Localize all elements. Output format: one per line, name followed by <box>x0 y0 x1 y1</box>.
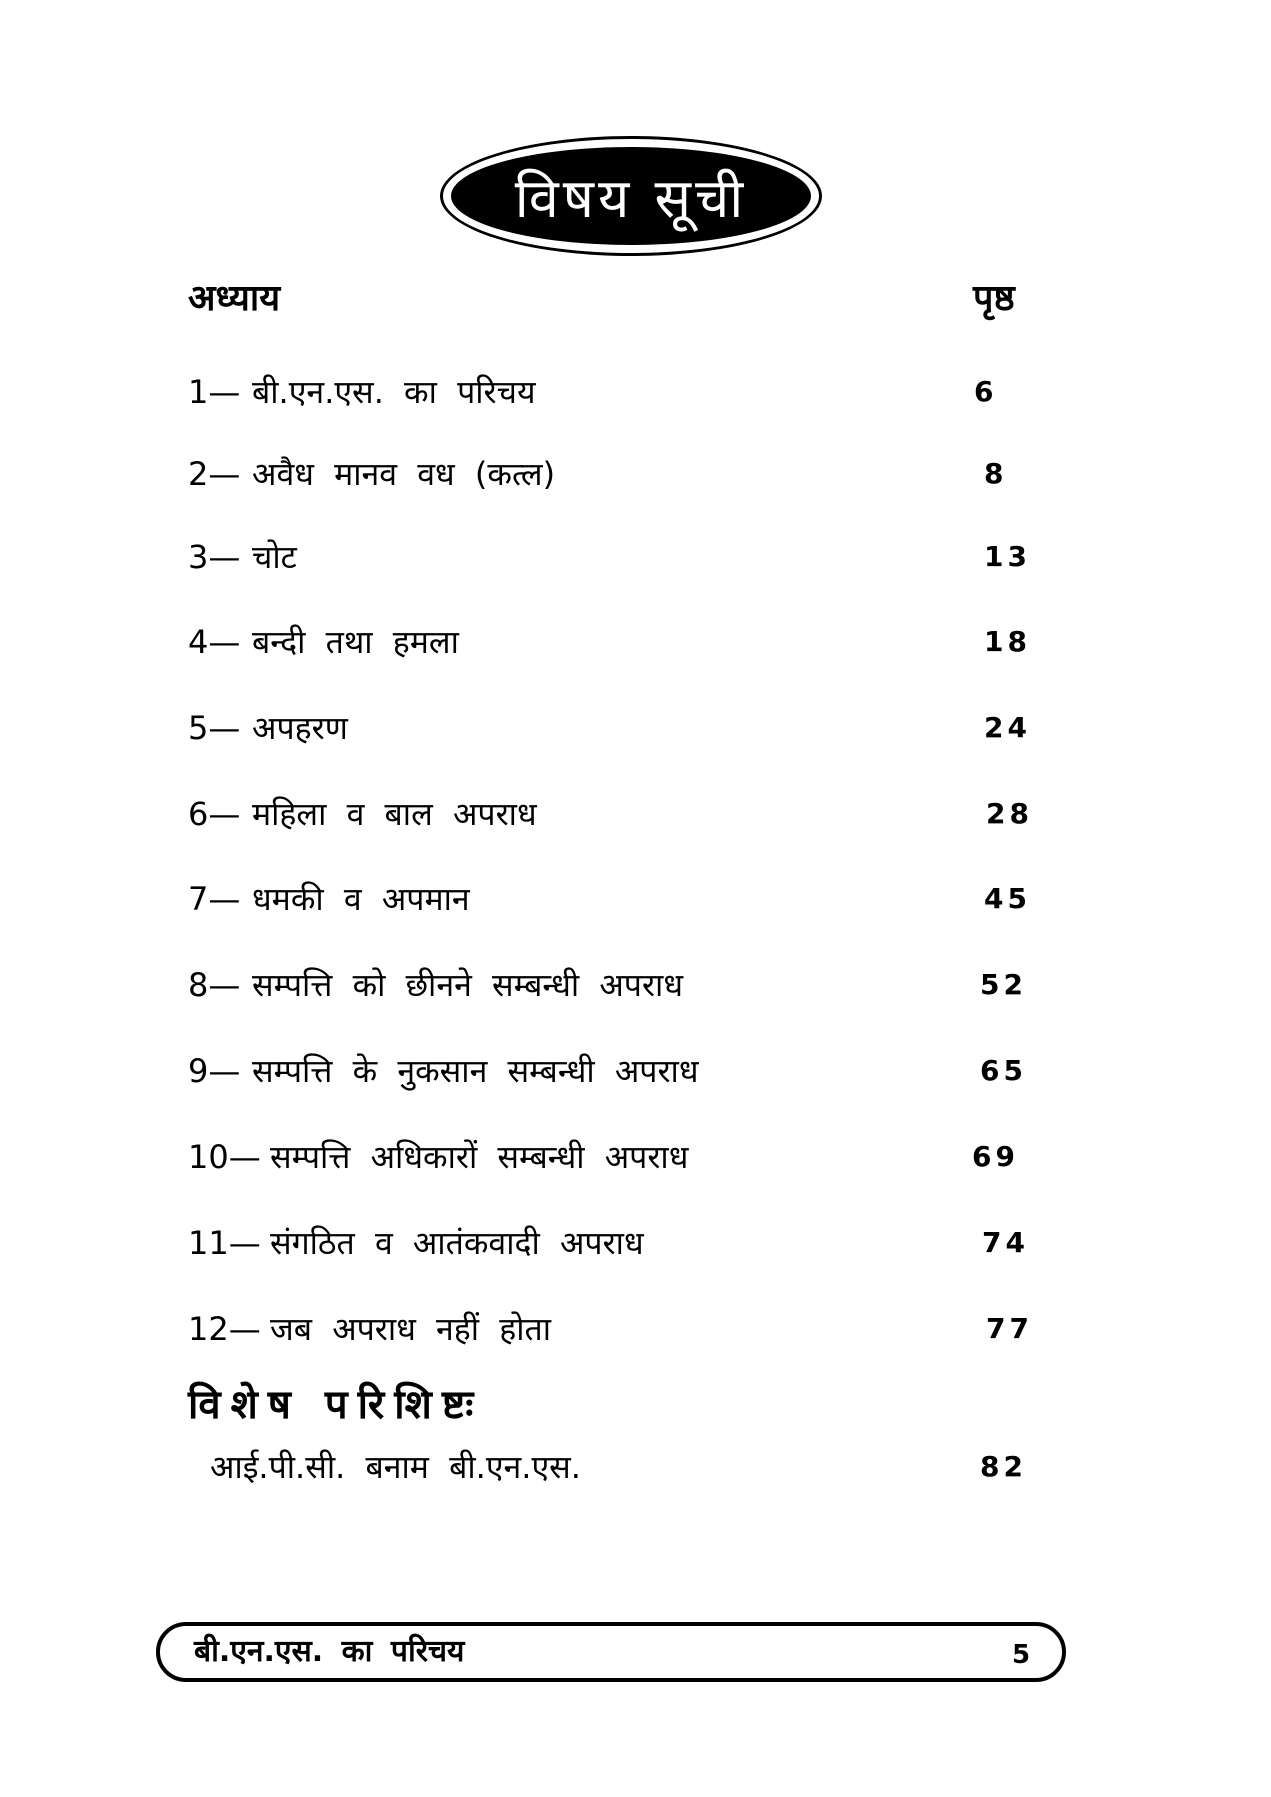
footer-bar <box>156 1622 1066 1682</box>
toc-number: 5— <box>188 709 241 747</box>
appendix-page-number: 82 <box>980 1450 1027 1483</box>
toc-number: 6— <box>188 795 241 833</box>
toc-page-number: 74 <box>982 1226 1029 1259</box>
toc-row <box>188 449 1088 499</box>
toc-page-number: 18 <box>984 625 1031 658</box>
toc-page-number: 45 <box>984 882 1031 915</box>
toc-number: 2— <box>188 455 241 493</box>
toc-label: बन्दी तथा हमला <box>252 623 459 661</box>
toc-row <box>188 703 1088 753</box>
toc-label: जब अपराध नहीं होता <box>270 1310 552 1348</box>
toc-label: सम्पत्ति को छीनने सम्बन्धी अपराध <box>252 966 684 1004</box>
appendix-heading: विशेष परिशिष्टः <box>188 1382 484 1428</box>
toc-row <box>188 1132 1088 1182</box>
toc-number: 11— <box>188 1224 261 1262</box>
toc-label: चोट <box>252 538 297 576</box>
footer-title: बी.एन.एस. का परिचय <box>194 1634 465 1669</box>
toc-label: महिला व बाल अपराध <box>252 795 537 833</box>
appendix-row <box>188 1442 1088 1492</box>
toc-number: 3— <box>188 538 241 576</box>
toc-row <box>188 532 1088 582</box>
toc-page-number: 8 <box>984 457 1008 490</box>
toc-number: 12— <box>188 1310 261 1348</box>
toc-label: सम्पत्ति के नुकसान सम्बन्धी अपराध <box>252 1052 699 1090</box>
chapter-column-header: अध्याय <box>188 278 281 319</box>
toc-number: 1— <box>188 373 241 411</box>
toc-label: संगठित व आतंकवादी अपराध <box>270 1224 644 1262</box>
title-oval-fill <box>451 147 811 245</box>
toc-row <box>188 960 1088 1010</box>
footer-page-number: 5 <box>1012 1640 1031 1670</box>
toc-row <box>188 874 1088 924</box>
toc-number: 8— <box>188 966 241 1004</box>
toc-page-number: 13 <box>984 540 1031 573</box>
toc-row <box>188 367 1088 417</box>
toc-number: 4— <box>188 623 241 661</box>
toc-label: अपहरण <box>252 709 348 747</box>
toc-row <box>188 1304 1088 1354</box>
toc-label: धमकी व अपमान <box>252 880 470 918</box>
toc-row <box>188 1046 1088 1096</box>
toc-row <box>188 617 1088 667</box>
toc-number: 7— <box>188 880 241 918</box>
toc-number: 10— <box>188 1138 261 1176</box>
toc-page-number: 69 <box>972 1140 1019 1173</box>
appendix-label: आई.पी.सी. बनाम बी.एन.एस. <box>210 1448 581 1486</box>
title-oval <box>440 136 822 256</box>
toc-page-number: 52 <box>980 968 1027 1001</box>
toc-label: सम्पत्ति अधिकारों सम्बन्धी अपराध <box>270 1138 689 1176</box>
toc-row <box>188 789 1088 839</box>
toc-label: बी.एन.एस. का परिचय <box>252 373 536 411</box>
toc-page-number: 65 <box>980 1054 1027 1087</box>
toc-page-number: 28 <box>986 797 1033 830</box>
toc-page-number: 6 <box>974 375 998 408</box>
toc-label: अवैध मानव वध (कत्ल) <box>252 455 556 493</box>
page-column-header: पृष्ठ <box>973 278 1015 319</box>
toc-number: 9— <box>188 1052 241 1090</box>
page-title: विषय सूची <box>514 167 748 230</box>
toc-page-number: 77 <box>986 1312 1033 1345</box>
toc-page-number: 24 <box>984 711 1031 744</box>
toc-row <box>188 1218 1088 1268</box>
